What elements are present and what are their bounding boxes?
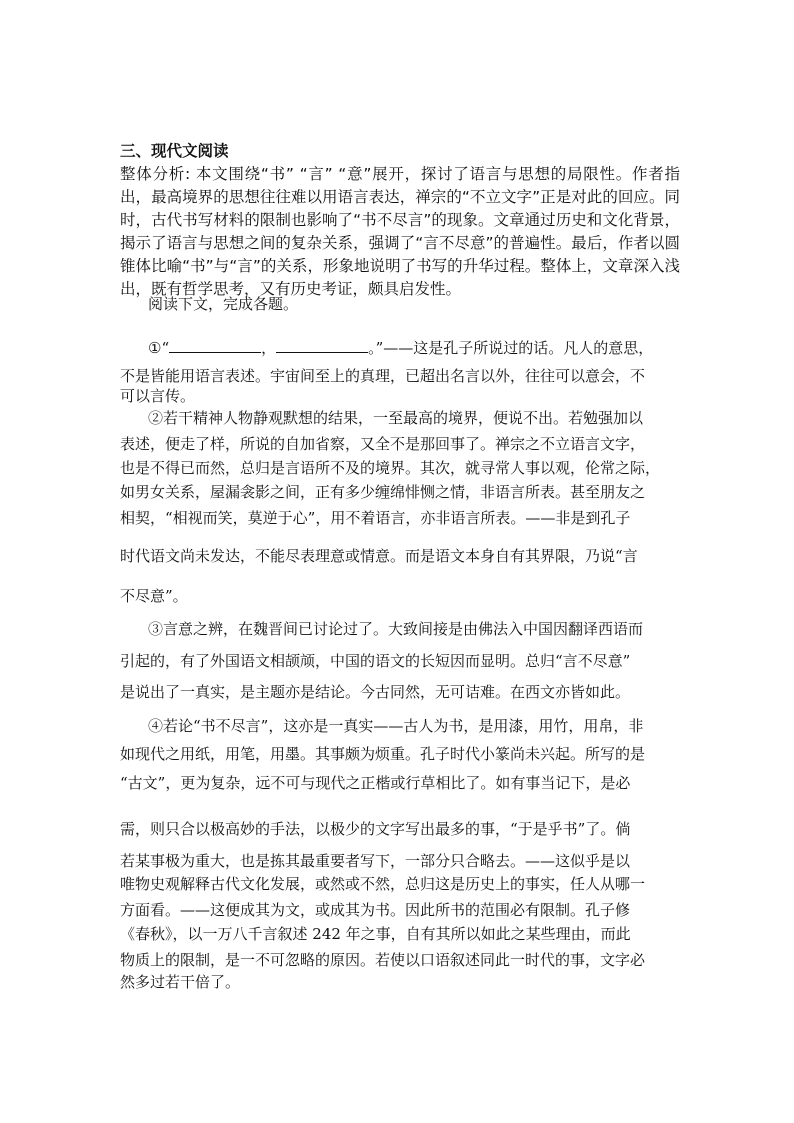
paragraph-2-line-7: 不尽意”。 <box>120 587 188 605</box>
overall-analysis: 整体分析: 本文围绕“书” “言” “意”展开，探讨了语言与思想的局限性。作者指出，最高境界的思想往往难以用语言表达，禅宗的“不立文字”正是对此的回应。同时，古代书写材料的限制也影响了“书不尽言”的现象。文章通过历史和文化背景，揭示了语言与思想之间的复杂关系，强调了“言不尽意”的普遍性。最后，作者以圆锥体比喻“书”与“言”的关系，形象地说明了书写的升华过程。整体上，文章深入浅出，既有哲学思考，又有历史考证，颇具启发性。 <box>120 165 680 298</box>
paragraph-2-line-4: 如男女关系，屋漏衾影之间，正有多少缠绵悱恻之情，非语言所表。甚至朋友之 <box>120 483 646 501</box>
paragraph-4-line-6: 唯物史观解释古代文化发展，或然或不然，总归这是历史上的事实，任人从哪一 <box>120 875 646 893</box>
paragraph-3-line-3: 是说出了一真实，是主题亦是结论。今古同然，无可诘难。在西文亦皆如此。 <box>120 683 631 701</box>
paragraph-4-line-4: 需，则只合以极高妙的手法，以极少的文字写出最多的事，“于是乎书”了。倘 <box>120 820 631 838</box>
paragraph-4-line-5: 若某事极为重大，也是拣其最重要者写下，一部分只合略去。——这似乎是以 <box>120 852 631 870</box>
paragraph-2-line-6: 时代语文尚未发达，不能尽表理意或情意。而是语文本身自有其界限，乃说“言 <box>120 547 638 565</box>
paragraph-4-line-2: 如现代之用纸，用笔，用墨。其事颇为烦重。孔子时代小篆尚未兴起。所写的是 <box>120 745 646 763</box>
fill-blank-1[interactable] <box>169 338 261 353</box>
paragraph-4-line-1: ④若论“书不尽言”，这亦是一真实——古人为书，是用漆，用竹，用帛，非 <box>148 717 644 735</box>
paragraph-1-line-3: 可以言传。 <box>120 387 196 405</box>
blank-separator: ， <box>261 339 277 357</box>
paragraph-2-line-1: ②若干精神人物静观默想的结果，一至最高的境界，便说不出。若勉强加以 <box>148 409 644 427</box>
paragraph-4-line-8: 《春秋》，以一万八千言叙述 242 年之事，自有其所以如此之某些理由，而此 <box>120 925 631 943</box>
quote-open: ①“ <box>148 339 170 357</box>
paragraph-4-line-7: 方面看。——这便成其为文，或成其为书。因此所书的范围必有限制。孔子修 <box>120 901 631 919</box>
paragraph-2-line-2: 表述，便走了样，所说的自加省察，又全不是那回事了。禅宗之不立语言文字， <box>120 435 646 453</box>
paragraph-1-line-2: 不是皆能用语言表述。宇宙间至上的真理，已超出名言以外，往往可以意会，不 <box>120 367 646 385</box>
paragraph-4-line-10: 然多过若干倍了。 <box>120 973 241 991</box>
paragraph-2-line-5: 相契，“相视而笑，莫逆于心”，用不着语言，亦非语言所表。——非是到孔子 <box>120 509 631 527</box>
analysis-section <box>120 140 680 301</box>
quote-close: 。”——这是孔子所说过的话。凡人的意思， <box>368 339 654 357</box>
section-heading: 三、现代文阅读 <box>120 142 229 160</box>
paragraph-3-line-2: 引起的，有了外国语文相颉颃，中国的语文的长短因而显明。总归“言不尽意” <box>120 652 631 670</box>
paragraph-4-line-3: “古文”，更为复杂，远不可与现代之正楷或行草相比了。如有事当记下，是必 <box>120 774 631 792</box>
paragraph-1-line-1 <box>148 338 653 358</box>
paragraph-2-line-3: 也是不得已而然，总归是言语所不及的境界。其次，就寻常人事以观，伦常之际， <box>120 459 661 477</box>
paragraph-4-line-9: 物质上的限制，是一不可忽略的原因。若使以口语叙述同此一时代的事，文字必 <box>120 951 646 969</box>
reading-instruction: 阅读下文，完成各题。 <box>148 295 299 313</box>
paragraph-3-line-1: ③言意之辨，在魏晋间已讨论过了。大致间接是由佛法入中国因翻译西语而 <box>148 620 644 638</box>
fill-blank-2[interactable] <box>276 338 368 353</box>
